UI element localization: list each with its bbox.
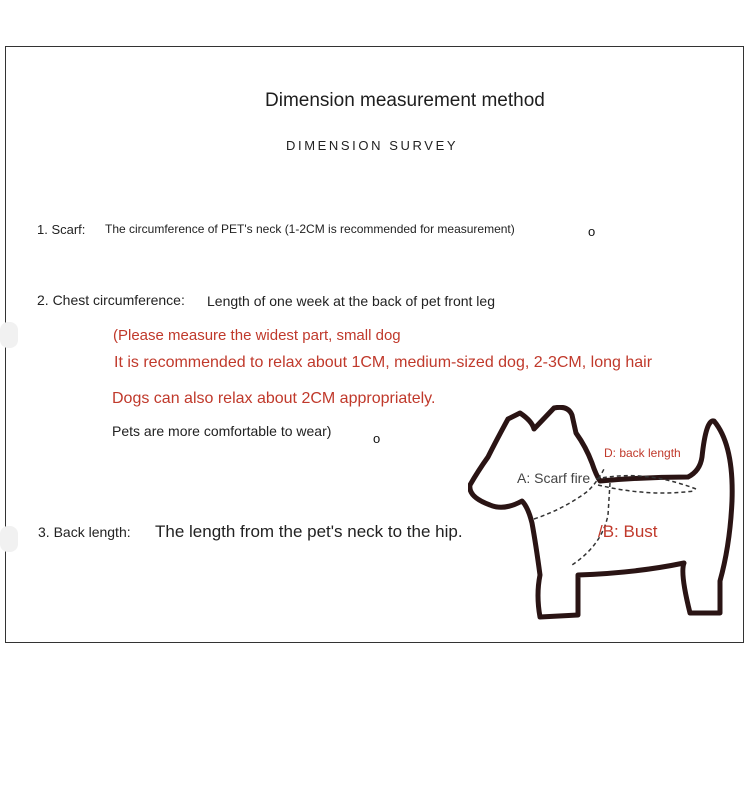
scarf-label: 1. Scarf:	[37, 222, 86, 237]
label-scarf: A: Scarf fire	[517, 470, 591, 486]
dog-outline	[470, 407, 732, 617]
left-smudge-1	[0, 322, 18, 348]
left-smudge-2	[0, 526, 18, 552]
chest-mark: o	[373, 431, 381, 446]
chest-note-line1: (Please measure the widest part, small dog	[113, 327, 401, 344]
page-title: Dimension measurement method	[265, 90, 545, 111]
back-label: 3. Back length:	[38, 524, 131, 540]
chest-label: 2. Chest circumference:	[37, 292, 185, 308]
chest-note-line2: It is recommended to relax about 1CM, medium-sized dog, 2-3CM, long hair	[114, 354, 653, 371]
chest-note-line3: Dogs can also relax about 2CM appropriately.	[112, 390, 436, 407]
label-back-length: D: back length	[604, 446, 681, 460]
dog-diagram	[468, 405, 740, 625]
label-bust: /B: Bust	[598, 522, 658, 541]
back-text: The length from the pet's neck to the hip.	[155, 522, 463, 541]
chest-note-line4: Pets are more comfortable to wear)	[112, 423, 332, 439]
chest-text: Length of one week at the back of pet front leg	[207, 293, 495, 309]
page-subtitle: DIMENSION SURVEY	[286, 138, 459, 153]
scarf-mark: o	[588, 224, 596, 239]
scarf-text: The circumference of PET's neck (1-2CM is recommended for measurement)	[105, 222, 515, 236]
